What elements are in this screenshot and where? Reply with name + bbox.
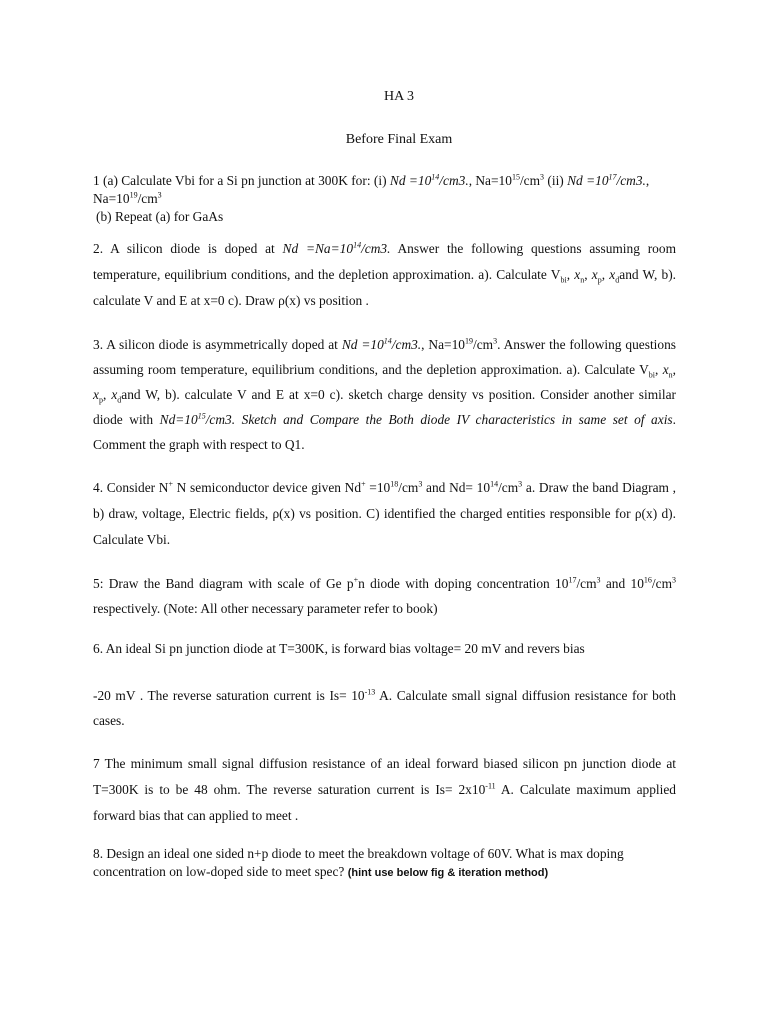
- question-3: 3. A silicon diode is asymmetrically doped at $Nd =10^{14}/cm3$., $Na=10^{19}/cm^3$. Answer the following questions assuming room temperature, equilibrium conditions, and the depletion approximation. a). Calculate $V_{bi}$, $x_n$, $x_p$, $x_dand$ W, b). calculate V and E at x=0 c). sketch charge density vs position. Consider another similar diode with $Nd=10^{15}/cm3$. Sketch and Compare the Both diode IV characteristics in same set of axis. Comment the graph with respect to Q1.: [93, 336, 676, 452]
- question-6: -20 mV . The reverse saturation current is $Is= 10^{-13}$ A. Calculate small signal diffusion resistance for both cases.: [93, 687, 676, 728]
- question-2: 2. A silicon diode is doped at $Nd =Na=10^{14}/cm3$. Answer the following questions assuming room temperature, equilibrium conditions, and the depletion approximation. a). Calculate $V_{bi}$, $x_n$, $x_p$, $x_dand$ W, b). calculate V and E at x=0 c). Draw ρ(x) vs position .: [93, 240, 677, 308]
- question-5: 5: Draw the Band diagram with scale of Ge p+n diode with doping concentration $10^{17}/cm^3$ and $10^{16}/cm^3$ respectively. (Note: All other necessary parameter refer to book): [93, 575, 676, 616]
- question-8: 8. Design an ideal one sided n+p diode to meet the breakdown voltage of 60V. What is max doping concentration on low-doped side to meet spec? (hint use below fig & iteration method): [93, 846, 624, 879]
- page-subtitle: Before Final Exam: [345, 132, 453, 147]
- question-7: 7 The minimum small signal diffusion resistance of an ideal forward biased silicon pn junction diode at T=300K is to be 48 ohm. The reverse saturation current is $Is= 2x10^{-11}$ A. Calculate maximum applied forward bias that can applied to meet .: [93, 756, 677, 823]
- question-4: 4. Consider N+ N semiconductor device given $Nd^+ =10^{18}/cm^3$ and $Nd= 10^{14}/cm^3$ a. Draw the band Diagram , b) draw, voltage, Electric fields, ρ(x) vs position. C) identified the charged entities responsible for ρ(x) d). Calculate Vbi.: [93, 479, 676, 547]
- page-title: HA 3: [384, 89, 414, 104]
- question-1: 1 (a) Calculate Vbi for a Si pn junction at 300K for: (i) $Nd =10^{14}/cm3$., $Na=10^{15}/cm^3$ (ii) $Nd =10^{17}/cm3$., $Na=10^{19}/cm^3$ (b) Repeat (a) for GaAs: [93, 172, 676, 226]
- question-6-line-1: 6. An ideal Si pn junction diode at T=300K, is forward bias voltage= 20 mV and revers bias: [93, 641, 585, 656]
- question-1-part-b: (b) Repeat (a) for GaAs: [96, 209, 224, 224]
- hint-text: (hint use below fig & iteration method): [347, 867, 549, 879]
